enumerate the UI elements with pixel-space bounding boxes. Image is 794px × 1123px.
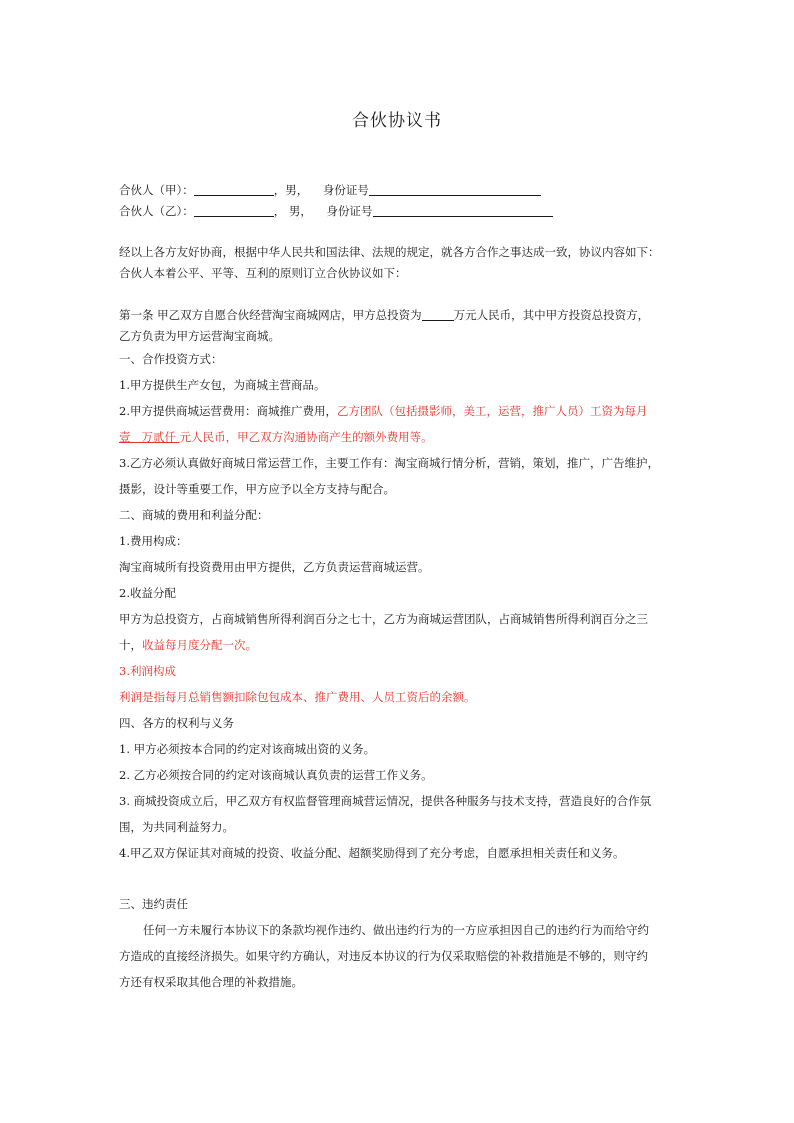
salary-amount-1: 壹	[119, 430, 131, 444]
profit-text: 利润是指每月总销售额扣除包包成本、推广费用、人员工资后的余额。	[119, 690, 476, 704]
intro-line-2: 合伙人本着公平、平等、互利的原则订立合伙协议如下：	[119, 266, 407, 280]
breach-line-2: 方造成的直接经济损失。如果守约方确认，对违反本协议的行为仅采取赔偿的补救措施是不够的，则守约	[119, 949, 648, 963]
income-title: 2.收益分配	[119, 586, 176, 600]
invest-item-2-line-1	[119, 403, 679, 419]
partner-a-id-blank	[369, 183, 541, 196]
partner-b-gender: ， 男，	[273, 204, 312, 218]
partner-a-label: 合伙人（甲）：	[119, 183, 194, 197]
partner-b-label: 合伙人（乙）：	[119, 204, 194, 218]
invest-item-3-line-1: 3.乙方必须认真做好商城日常运营工作，主要工作有：淘宝商城行情分析，营销，策划，推广，广告维护，	[119, 456, 659, 470]
invest-item-2-highlight: 乙方团队（包括摄影师，美工，运营，推广人员）工资为每月	[336, 404, 648, 418]
income-line-2-text: 十，	[119, 638, 142, 652]
rights-item-3-line-1: 3. 商城投资成立后，甲乙双方有权监督管理商城营运情况，提供各种服务与技术支持，营造良好的合作氛	[119, 794, 652, 808]
invest-item-1: 1.甲方提供生产女包，为商城主营商品。	[119, 378, 326, 392]
partner-b-line	[119, 203, 679, 219]
invest-item-2-line-2	[119, 429, 679, 445]
document-title: 合伙协议书	[352, 111, 442, 131]
salary-amount-2: 万贰仟	[141, 430, 176, 444]
partner-b-id-blank	[373, 204, 553, 217]
breach-heading: 三、违约责任	[119, 897, 188, 911]
invest-item-2-highlight-2: 元人民币，甲乙双方沟通协商产生的额外费用等。	[179, 430, 433, 444]
profit-heading: 二、商城的费用和利益分配：	[119, 508, 269, 522]
rights-item-3-line-2: 围，为共同利益努力。	[119, 820, 234, 834]
rights-item-1: 1. 甲方必须按本合同的约定对该商城出资的义务。	[119, 742, 376, 756]
breach-line-1: 任何一方未履行本协议下的条款均视作违约、做出违约行为的一方应承担因自己的违约行为而给守约	[143, 923, 649, 937]
profit-title: 3.利润构成	[119, 664, 176, 678]
invest-item-2-text: 2.甲方提供商城运营费用：商城推广费用，	[119, 404, 337, 418]
invest-heading: 一、合作投资方式：	[119, 352, 223, 366]
partner-a-name-blank	[194, 183, 274, 196]
intro-line-1: 经以上各方友好协商，根据中华人民共和国法律、法规的规定，就各方合作之事达成一致，协议内容如下：	[119, 245, 660, 259]
article-1-prefix: 第一条 甲乙双方自愿合伙经营淘宝商城网店，甲方总投资为	[119, 308, 422, 322]
partner-a-gender: ，男，	[273, 183, 309, 197]
partner-a-line	[119, 182, 679, 198]
investment-amount-blank	[422, 308, 454, 321]
article-1-line-2: 乙方负责为甲方运营淘宝商城。	[119, 329, 280, 343]
breach-line-3: 方还有权采取其他合理的补救措施。	[119, 975, 303, 989]
income-line-1: 甲方为总投资方，占商城销售所得利润百分之七十，乙方为商城运营团队，占商城销售所得利润百分之三	[119, 612, 648, 626]
partner-a-id-label: 身份证号	[322, 183, 369, 197]
rights-item-2: 2. 乙方必须按合同的约定对该商城认真负责的运营工作义务。	[119, 768, 433, 782]
cost-text: 淘宝商城所有投资费用由甲方提供，乙方负责运营商城运营。	[119, 560, 430, 574]
invest-item-3-line-2: 摄影，设计等重要工作，甲方应予以全方支持与配合。	[119, 482, 395, 496]
article-1-suffix: 万元人民币，其中甲方投资总投资方，	[453, 308, 650, 322]
income-line-2	[119, 637, 679, 653]
rights-item-4: 4.甲乙双方保证其对商城的投资、收益分配、超额奖励得到了充分考虑，自愿承担相关责任和义务。	[119, 846, 625, 860]
rights-heading: 四、各方的权利与义务	[119, 716, 234, 730]
income-line-2-highlight: 收益每月度分配一次。	[142, 638, 257, 652]
partner-b-id-label: 身份证号	[326, 204, 373, 218]
cost-title: 1.费用构成：	[119, 534, 188, 548]
partner-b-name-blank	[194, 204, 274, 217]
article-1-line-1	[119, 307, 679, 323]
